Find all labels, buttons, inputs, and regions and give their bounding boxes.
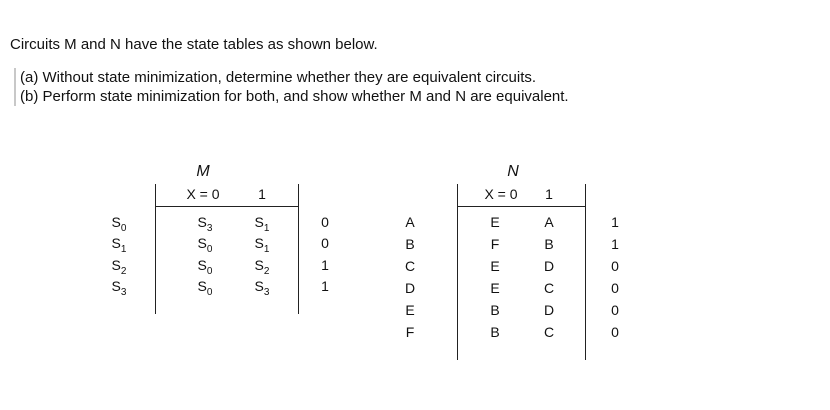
table-m-out-3: 1: [321, 278, 329, 294]
table-m-next0-0: $S_3$: [197, 214, 213, 234]
table-n-state-5: F: [405, 324, 415, 340]
table-n-title: N: [507, 163, 519, 180]
table-n-next1-5: C: [543, 324, 555, 340]
table-m-next1-2: $S_2$: [254, 257, 270, 277]
table-n-next0-1: F: [490, 236, 500, 252]
table-n-next1-2: D: [543, 258, 555, 274]
table-m-state-3: $S_3$: [111, 278, 127, 298]
table-n-next0-2: E: [490, 258, 500, 274]
table-n-header-x0: X = 0: [484, 186, 518, 202]
table-n-state-0: A: [405, 214, 415, 230]
table-m-state-0: $S_0$: [111, 214, 127, 234]
part-b: (b) Perform state minimization for both, and show whether M and N are equivalent.: [20, 88, 569, 105]
problem-parts: [14, 68, 810, 106]
table-n-out-5: 0: [611, 324, 619, 340]
table-n-out-2: 0: [611, 258, 619, 274]
table-n-out-0: 1: [611, 214, 619, 230]
table-m-next0-1: $S_0$: [197, 235, 213, 255]
table-m-header-x0: X = 0: [186, 186, 220, 202]
table-n-out-1: 1: [611, 236, 619, 252]
table-n-out-4: 0: [611, 302, 619, 318]
table-m-state-1: $S_1$: [111, 235, 127, 255]
table-n-next0-0: E: [490, 214, 500, 230]
problem-intro: Circuits M and N have the state tables as shown below.: [10, 36, 378, 53]
table-n-out-3: 0: [611, 280, 619, 296]
table-n-next0-3: E: [490, 280, 500, 296]
table-m-out-2: 1: [321, 257, 329, 273]
table-m-out-0: 0: [321, 214, 329, 230]
table-m-title: M: [196, 163, 210, 180]
table-n-header-x1: 1: [545, 186, 553, 202]
table-n-next1-3: C: [543, 280, 555, 296]
table-n-next0-4: B: [490, 302, 500, 318]
table-m-next0-2: $S_0$: [197, 257, 213, 277]
table-n-next1-1: B: [544, 236, 554, 252]
table-n-state-2: C: [404, 258, 416, 274]
table-m-next1-3: $S_3$: [254, 278, 270, 298]
table-n-next0-5: B: [490, 324, 500, 340]
table-m-header-x1: 1: [258, 186, 266, 202]
table-n-state-1: B: [405, 236, 415, 252]
table-n-state-3: D: [404, 280, 416, 296]
table-n-next1-4: D: [543, 302, 555, 318]
table-m-next1-1: $S_1$: [254, 235, 270, 255]
table-n-state-4: E: [405, 302, 415, 318]
table-n-next1-0: A: [544, 214, 554, 230]
part-a: (a) Without state minimization, determine whether they are equivalent circuits.: [20, 69, 537, 86]
table-m-state-2: $S_2$: [111, 257, 127, 277]
table-m-out-1: 0: [321, 235, 329, 251]
table-m-next0-3: $S_0$: [197, 278, 213, 298]
table-m-next1-0: $S_1$: [254, 214, 270, 234]
